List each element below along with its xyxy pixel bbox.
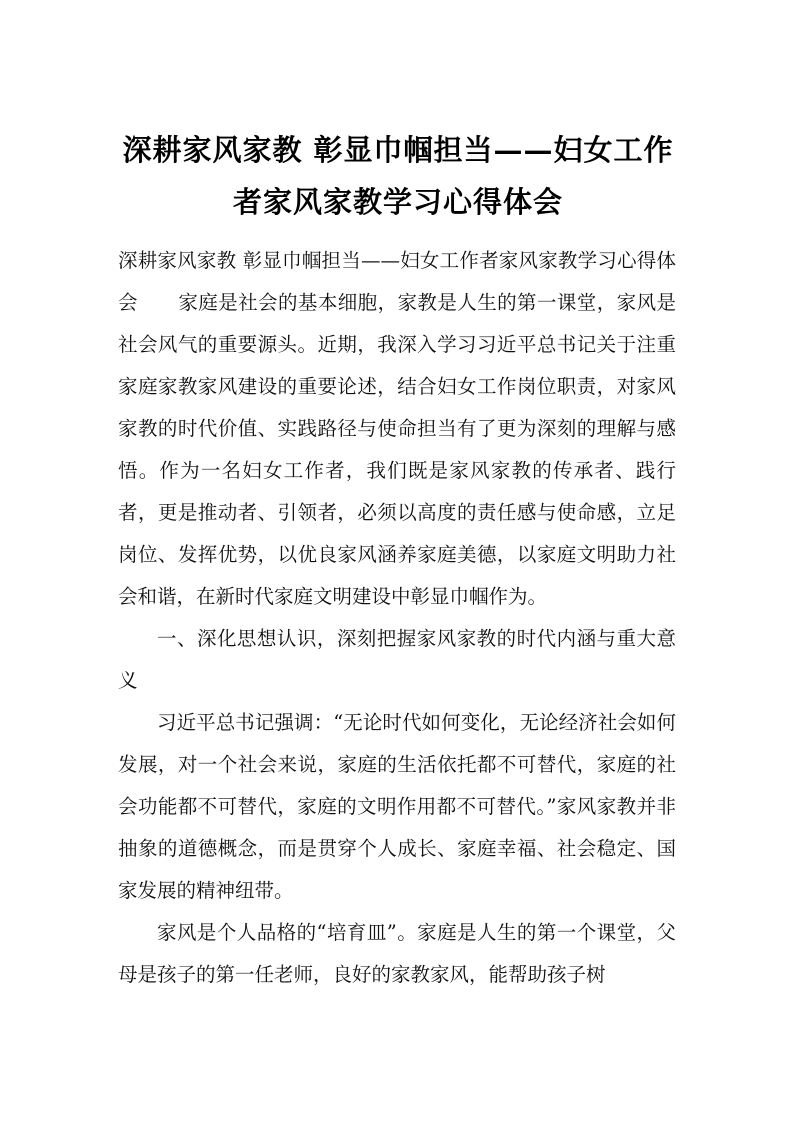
paragraph: 习近平总书记强调：“无论时代如何变化，无论经济社会如何发展，对一个社会来说，家庭的生活依托都不可替代，家庭的社会功能都不可替代，家庭的文明作用都不可替代。”家风家教并非抽象的道德概念，而是贯穿个人成长、家庭幸福、社会稳定、国家发展的精神纽带。 [118, 711, 676, 902]
paragraph: 家风是个人品格的“培育皿”。家庭是人生的第一个课堂，父母是孩子的第一任老师，良好的家教家风，能帮助孩子树 [118, 921, 676, 986]
lead-title-text: 深耕家风家教 彰显巾帼担当——妇女工作者家风家教学习心得体会 [118, 249, 676, 314]
section-heading-1: 一、深化思想认识，深刻把握家风家教的时代内涵与重大意义 [118, 627, 676, 692]
paragraph-text: 家庭是社会的基本细胞，家教是人生的第一课堂，家风是社会风气的重要源头。近期，我深入学习习近平总书记关于注重家庭家教家风建设的重要论述，结合妇女工作岗位职责，对家风家教的时代价值、实践路径与使命担当有了更为深刻的理解与感悟。作为一名妇女工作者，我们既是家风家教的传承者、践行者，更是推动者、引领者，必须以高度的责任感与使命感，立足岗位、发挥优势，以优良家风涵养家庭美德，以家庭文明助力社会和谐，在新时代家庭文明建设中彰显巾帼作为。 [118, 291, 676, 608]
document-title: 深耕家风家教 彰显巾帼担当——妇女工作者家风家教学习心得体会 [122, 133, 674, 219]
document-body [118, 240, 676, 996]
intro-paragraph [118, 240, 676, 618]
